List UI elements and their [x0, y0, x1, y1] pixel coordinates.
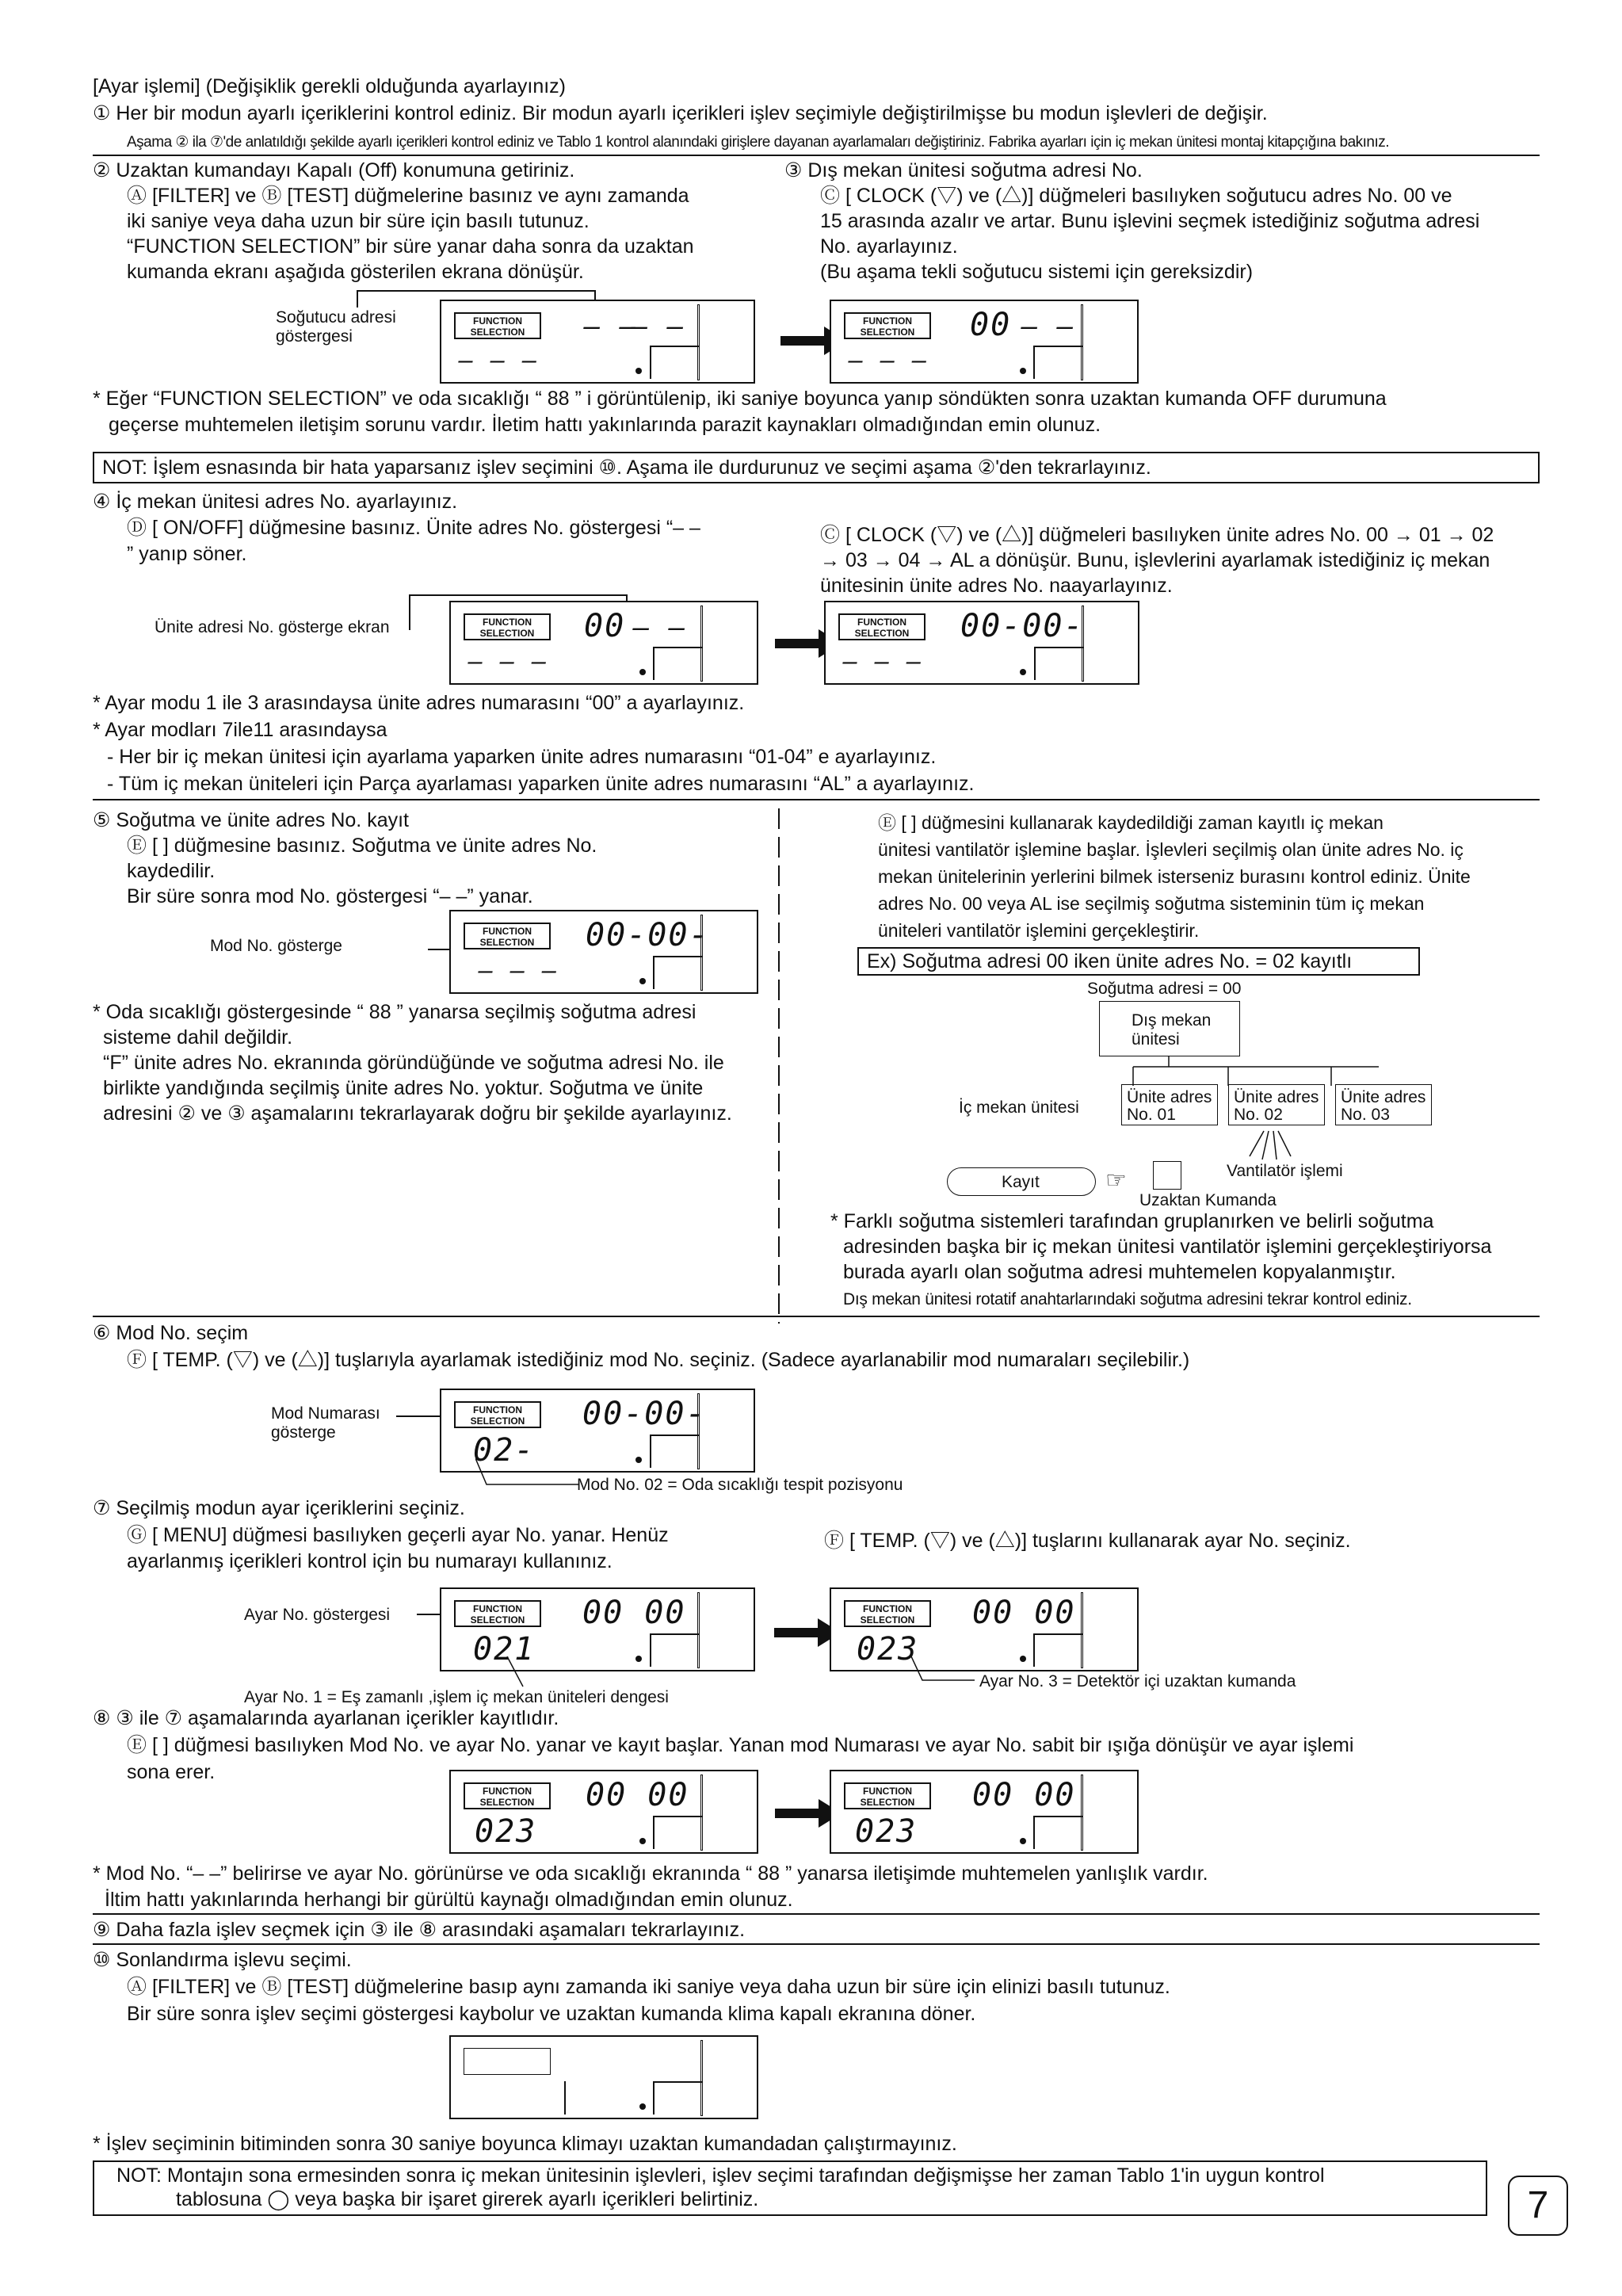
hand-pointer-icon: ☞	[1105, 1167, 1127, 1194]
note-1-text: NOT: İşlem esnasında bir hata yaparsanız işlev seçimini ⑩. Aşama ile durdurunuz ve seçimi aşama ②'den tekrarlayınız.	[102, 457, 1151, 479]
step-9-text: ⑨ Daha fazla işlev seçmek için ③ ile ⑧ arasındaki aşamaları tekrarlayınız.	[93, 1919, 746, 1941]
mode-dashes: – – –	[468, 648, 548, 676]
setting-no-023: 023	[857, 1631, 919, 1668]
step-5-note-3: “F” ünite adres No. ekranında göründüğünde ve soğutma adresi No. ile	[103, 1052, 724, 1074]
lcd-display-2a	[440, 300, 755, 384]
header-rule	[93, 155, 1540, 156]
step-10-line-2: Ⓐ [FILTER] ve Ⓑ [TEST] düğmelerine basıp aynı zamanda iki saniye veya daha uzun bir süre için elinizi basılı tutunuz.	[127, 1976, 1170, 1998]
step-2-line-2: Ⓐ [FILTER] ve Ⓑ [TEST] düğmelerine basınız ve aynı zamanda	[127, 185, 689, 207]
step-4-right-1: Ⓒ [ CLOCK (▽) ve (△)] düğmeleri basılıyken ünite adres No. 00 → 01 → 02	[820, 524, 1494, 546]
outdoor-unit-box: Dış mekan ünitesi	[1099, 1001, 1240, 1056]
step-5-right-4: adres No. 00 veya AL ise seçilmiş soğutma sisteminin tüm iç mekan	[878, 893, 1425, 914]
lcd-display-7b	[830, 1587, 1139, 1671]
mode-no-label: Mod No. gösterge	[210, 937, 342, 955]
mode-dashes-blink: – – –	[479, 957, 559, 985]
lcd-display-4b	[824, 601, 1139, 685]
refrigerant-address-label-2: göstergesi	[276, 327, 353, 346]
step-4-right-2: → 03 → 04 → AL a dönüşür. Bunu, işlevlerini ayarlamak istediğiniz iç mekan	[820, 549, 1490, 571]
indoor-unit-label: İç mekan ünitesi	[959, 1098, 1079, 1117]
unit-address-01: Ünite adres No. 01	[1121, 1084, 1218, 1125]
function-selection-label: FUNCTION SELECTION	[464, 613, 551, 640]
step-2-line-3: iki saniye veya daha uzun bir süre için basılı tutunuz.	[127, 210, 590, 232]
mode-dashes: – – –	[849, 347, 929, 375]
note-2-line-1: NOT: Montajın sona ermesinden sonra iç mekan ünitesinin işlevleri, işlev seçimi tarafından değişmişse her zaman Tablo 1'in uygun kontrol	[116, 2164, 1325, 2187]
step-5-line-2: Ⓔ [ ] düğmesine basınız. Soğutma ve ünite adres No.	[127, 835, 597, 857]
step-3-line-5: (Bu aşama tekli soğutucu sistemi için gereksizdir)	[820, 261, 1254, 283]
address-00-00: 00 00	[972, 1777, 1076, 1813]
step-5-right-2: ünitesi vantilatör işlemine başlar. İşlevleri seçilmiş olan ünite adres No. iç	[878, 839, 1464, 860]
step-8-line-1: ⑧ ③ ile ⑦ aşamalarında ayarlanan içerikler kayıtlıdır.	[93, 1707, 559, 1729]
step-2-line-4: “FUNCTION SELECTION” bir süre yanar daha sonra da uzaktan	[127, 235, 694, 258]
lcd-display-8b	[830, 1770, 1139, 1854]
address-00-00: 00-00-	[586, 917, 710, 953]
lcd-display-5	[449, 910, 758, 994]
warning-1-line-2: geçerse muhtemelen iletişim sorunu vardır. İletim hattı yakınlarında parazit kaynakları olmadığından emin olunuz.	[109, 414, 1101, 436]
step-4-line-2: Ⓓ [ ON/OFF] düğmesine basınız. Ünite adres No. göstergesi “– –	[127, 517, 700, 539]
step-2-line-1: ② Uzaktan kumandayı Kapalı (Off) konumuna getiriniz.	[93, 159, 575, 181]
unit-address-label: Ünite adresi No. gösterge ekran	[155, 618, 390, 636]
function-selection-label: FUNCTION SELECTION	[464, 923, 551, 949]
step-5-line-1: ⑤ Soğutma ve ünite adres No. kayıt	[93, 809, 409, 831]
page-number-box	[1508, 2176, 1568, 2236]
step-5-right-1: Ⓔ [ ] düğmesini kullanarak kaydedildiği zaman kayıtlı iç mekan	[878, 812, 1383, 833]
note-4-1: * Ayar modu 1 ile 3 arasındaysa ünite adres numarasını “00” a ayarlayınız.	[93, 692, 745, 714]
step-5-note-1: * Oda sıcaklığı göstergesinde “ 88 ” yanarsa seçilmiş soğutma adresi	[93, 1001, 697, 1023]
page-number: 7	[1527, 2184, 1549, 2226]
step-4-line-1: ④ İç mekan ünitesi adres No. ayarlayınız.	[93, 491, 458, 513]
refrigerant-address-blink: – –	[584, 311, 638, 342]
setting-no-023: 023	[475, 1813, 537, 1850]
mode-number-label-2: gösterge	[271, 1423, 336, 1442]
step-3-line-2: Ⓒ [ CLOCK (▽) ve (△)] düğmeleri basılıyken soğutucu adres No. 00 ve	[820, 185, 1452, 207]
refrigerant-address-00: 00	[584, 608, 626, 644]
function-selection-label: FUNCTION SELECTION	[454, 1600, 541, 1627]
step-5-right-3: mekan ünitelerinin yerlerini bilmek isterseniz burasını kontrol ediniz. Ünite	[878, 866, 1471, 887]
step-5-right-note-3: burada ayarlı olan soğutma adresi muhtemelen kopyalanmıştır.	[843, 1261, 1396, 1283]
mode-no-02: 02-	[473, 1432, 536, 1469]
address-00-00: 00-00-	[960, 608, 1085, 644]
register-button: Kayıt	[947, 1167, 1096, 1196]
step-5-line-4: Bir süre sonra mod No. göstergesi “– –” yanar.	[127, 885, 533, 907]
unit-address-dashes: – –	[632, 311, 685, 342]
step-4-line-3: ” yanıp söner.	[127, 543, 247, 565]
address-00-00: 00-00-	[582, 1396, 707, 1432]
warning-2-line-1: * Mod No. “– –” belirirse ve ayar No. görünürse ve oda sıcaklığı ekranında “ 88 ” yanarsa iletişimde muhtemelen yanlışlık vardır.	[93, 1862, 1208, 1885]
address-00-00: 00 00	[972, 1595, 1076, 1631]
function-selection-label: FUNCTION SELECTION	[838, 613, 925, 640]
note-4-4: - Tüm iç mekan üniteleri için Parça ayarlaması yaparken ünite adres numarasını “AL” a ayarlayınız.	[107, 773, 975, 795]
mode-dashes: – – –	[843, 648, 923, 676]
ref-address-00: Soğutma adresi = 00	[1087, 980, 1242, 998]
step-10-line-1: ⑩ Sonlandırma işlevu seçimi.	[93, 1949, 352, 1971]
fan-indication-icon	[1240, 1129, 1303, 1161]
step-10-line-3: Bir süre sonra işlev seçimi göstergesi kaybolur ve uzaktan kumanda klima kapalı ekranına döner.	[127, 2003, 976, 2025]
step-3-line-4: No. ayarlayınız.	[820, 235, 958, 258]
step-5-right-note-2: adresinden başka bir iç mekan ünitesi vantilatör işlemini gerçekleştiriyorsa	[843, 1236, 1492, 1258]
step-5-note-4: birlikte yandığında seçilmiş ünite adres No. yoktur. Soğutma ve ünite	[103, 1077, 704, 1099]
function-selection-label: FUNCTION SELECTION	[844, 312, 931, 339]
step-4-right-3: ünitesinin ünite adres No. naayarlayınız.	[820, 575, 1173, 597]
function-selection-label: FUNCTION SELECTION	[454, 312, 541, 339]
step-7-right-1: Ⓕ [ TEMP. (▽) ve (△)] tuşlarını kullanarak ayar No. seçiniz.	[824, 1530, 1351, 1552]
setting-1-note: Ayar No. 1 = Eş zamanlı ,işlem iç mekan üniteleri dengesi	[244, 1688, 669, 1706]
setting-3-note: Ayar No. 3 = Detektör içi uzaktan kumanda	[979, 1672, 1296, 1690]
step-2-line-5: kumanda ekranı aşağıda gösterilen ekrana dönüşür.	[127, 261, 584, 283]
note-4-3: - Her bir iç mekan ünitesi için ayarlama yaparken ünite adres numarasını “01-04” e ayarlayınız.	[107, 746, 937, 768]
mode-dashes: – – –	[459, 347, 539, 375]
step-7-line-3: ayarlanmış içerikleri kontrol için bu numarayı kullanınız.	[127, 1550, 613, 1572]
lcd-display-8a	[449, 1770, 758, 1854]
lcd-display-10	[449, 2035, 758, 2119]
section-title: [Ayar işlemi] (Değişiklik gerekli olduğunda ayarlayınız)	[93, 75, 567, 97]
step-5-line-3: kaydedilir.	[127, 860, 216, 882]
step-5-right-5: üniteleri vantilatör işlemini gerçekleştirir.	[878, 920, 1200, 941]
warning-2-line-2: İltim hattı yakınlarında herhangi bir gürültü kaynağı olmadığından emin olunuz.	[105, 1889, 793, 1911]
function-selection-label: FUNCTION SELECTION	[454, 1401, 541, 1428]
unit-tree-lines	[1109, 1054, 1426, 1086]
setting-no-021: 021	[473, 1631, 536, 1668]
step-7-line-2: Ⓖ [ MENU] düğmesi basılıyken geçerli ayar No. yanar. Henüz	[127, 1524, 669, 1546]
column-divider	[777, 808, 781, 1324]
refrigerant-address-label: Soğutucu adresi	[276, 308, 396, 327]
lcd-display-2b	[830, 300, 1139, 384]
example-text: Ex) Soğutma adresi 00 iken ünite adres No. = 02 kayıtlı	[867, 950, 1353, 972]
function-selection-label: FUNCTION SELECTION	[464, 1782, 551, 1809]
step-5-right-note-4: Dış mekan ünitesi rotatif anahtarlarındaki soğutma adresini tekrar kontrol ediniz.	[843, 1290, 1412, 1308]
step-6-line-2: Ⓕ [ TEMP. (▽) ve (△)] tuşlarıyla ayarlamak istediğiniz mod No. seçiniz. (Sadece ayarlanabilir mod numaraları seçilebilir.)	[127, 1349, 1190, 1371]
step-8-line-3: sona erer.	[127, 1761, 216, 1783]
fan-operation-label: Vantilatör işlemi	[1227, 1162, 1343, 1180]
step-3-line-1: ③ Dış mekan ünitesi soğutma adresi No.	[784, 159, 1143, 181]
step-6-line-1: ⑥ Mod No. seçim	[93, 1322, 249, 1344]
warning-3-text: * İşlev seçiminin bitiminden sonra 30 saniye boyunca klimayı uzaktan kumandadan çalıştırmayınız.	[93, 2133, 957, 2155]
function-selection-label: FUNCTION SELECTION	[844, 1600, 931, 1627]
remote-controller-icon	[1153, 1161, 1181, 1190]
mode-02-note: Mod No. 02 = Oda sıcaklığı tespit pozisyonu	[577, 1476, 903, 1494]
step-1-text: ① Her bir modun ayarlı içeriklerini kontrol ediniz. Bir modun ayarlı içerikleri işlev seçimiyle değiştirilmişse bu modun işlevleri de değişir.	[93, 102, 1268, 124]
warning-1-line-1: * Eğer “FUNCTION SELECTION” ve oda sıcaklığı “ 88 ” i görüntülenip, iki saniye boyunca yanıp söndükten sonra uzaktan kumanda OFF durumuna	[93, 388, 1387, 410]
address-00-00: 00 00	[586, 1777, 689, 1813]
step-5-note-2: sisteme dahil değildir.	[103, 1026, 293, 1049]
lcd-display-7a	[440, 1587, 755, 1671]
note-box-2	[93, 2160, 1487, 2216]
unit-address-02: Ünite adres No. 02	[1228, 1084, 1325, 1125]
unit-address-blink: – –	[633, 612, 687, 644]
step-1-note: Aşama ② ila ⑦'de anlatıldığı şekilde ayarlı içerikleri kontrol ediniz ve Tablo 1 kontrol alanındaki girişlere dayanan ayarlamaları değiştiriniz. Fabrika ayarları için iç mekan ünitesi montaj kitapçığına bakınız.	[127, 134, 1390, 151]
blank-label-area	[464, 2048, 551, 2075]
lcd-display-4a	[449, 601, 758, 685]
step-5-right-note-1: * Farklı soğutma sistemleri tarafından gruplanırken ve belirli soğutma	[830, 1210, 1434, 1232]
step-8-line-2: Ⓔ [ ] düğmesi basılıyken Mod No. ve ayar No. yanar ve kayıt başlar. Yanan mod Numarası ve ayar No. sabit bir ışığa dönüşür ve ayar işlemi	[127, 1734, 1354, 1756]
unit-address-dashes: – –	[1021, 311, 1075, 342]
step-7-line-1: ⑦ Seçilmiş modun ayar içeriklerini seçiniz.	[93, 1497, 465, 1519]
function-selection-label: FUNCTION SELECTION	[844, 1782, 931, 1809]
setting-no-label: Ayar No. göstergesi	[244, 1606, 391, 1624]
refrigerant-address-00: 00	[970, 307, 1012, 343]
note-2-line-2: tablosuna ◯ veya başka bir işaret girerek ayarlı içerikleri belirtiniz.	[176, 2188, 759, 2210]
setting-no-023: 023	[855, 1813, 918, 1850]
note-4-2: * Ayar modları 7ile11 arasındaysa	[93, 719, 387, 741]
step-5-note-5: adresini ② ve ③ aşamalarını tekrarlayarak doğru bir şekilde ayarlayınız.	[103, 1102, 732, 1125]
step-3-line-3: 15 arasında azalır ve artar. Bunu işlevini seçmek istediğiniz soğutma adresi	[820, 210, 1480, 232]
mode-number-label: Mod Numarası	[271, 1404, 380, 1423]
address-00-00: 00 00	[582, 1595, 686, 1631]
unit-address-03: Ünite adres No. 03	[1335, 1084, 1432, 1125]
remote-controller-label: Uzaktan Kumanda	[1139, 1191, 1277, 1209]
note-box-1	[93, 452, 1540, 483]
example-box	[857, 947, 1420, 976]
